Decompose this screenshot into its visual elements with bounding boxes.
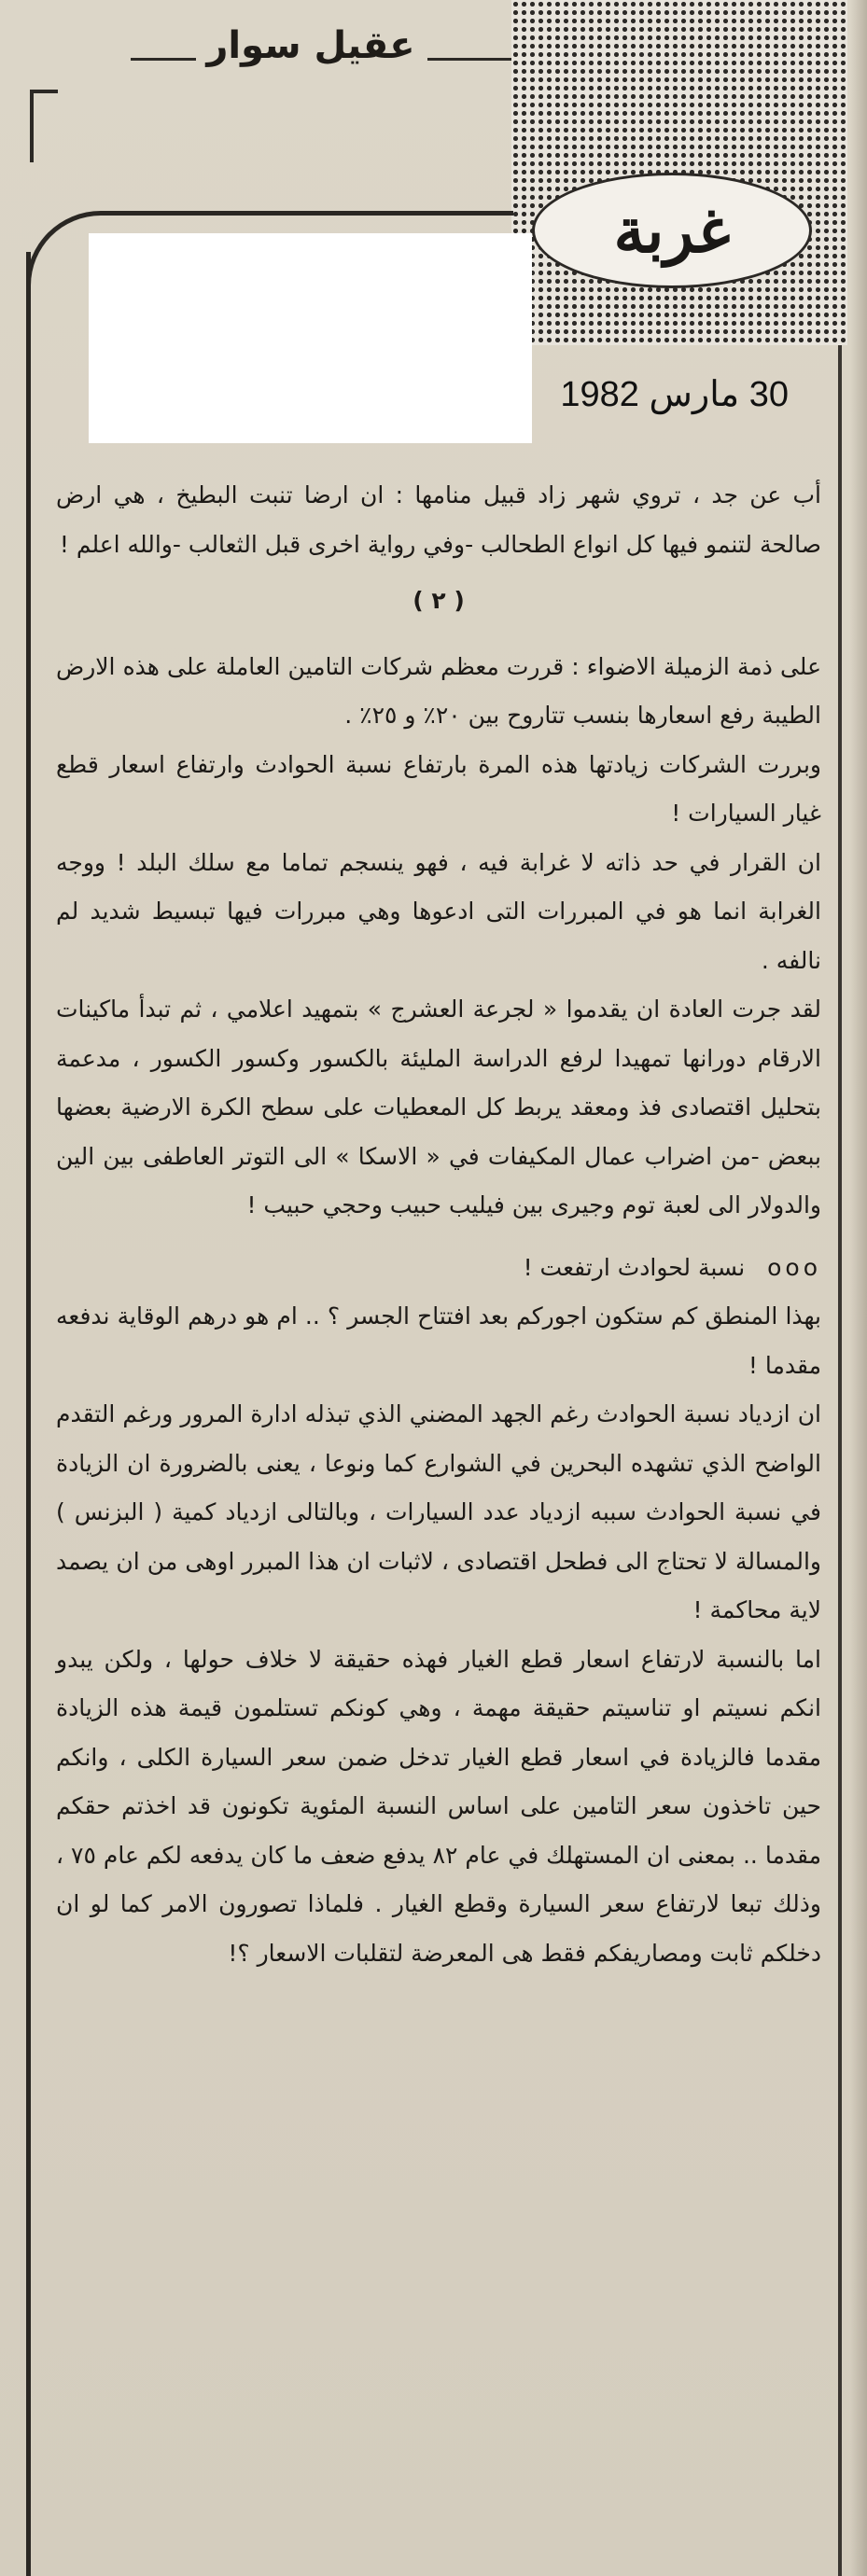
bullet-marker: ooo [767, 1253, 821, 1281]
paragraph-4: لقد جرت العادة ان يقدموا « لجرعة العشرج » بتمهيد اعلامي ، ثم تبدأ ماكينات الارقام دورانها تمهيدا لرفع الدراسة المليئة بالكسور وكسور الكسور ، مدعمة بتحليل اقتصادى فذ ومعقد يربط كل المعطيات على سطح الكرة الارضية بعضها ببعض -من اضراب عمال المكيفات في « الاسكا » الى التوتر العاطفى بين الين والدولار الى لعبة توم وجيرى بين فيليب حبيب وحجي حبيب ! [56, 996, 821, 1218]
corner-mark-horizontal [30, 90, 58, 93]
paragraph-3: ان القرار في حد ذاته لا غرابة فيه ، فهو ينسجم تماما مع سلك البلد ! ووجه الغرابة انما هو في المبررات التى ادعوها وهي مبررات فيها تبسيط شديد لم نالفه . [56, 848, 821, 974]
bullet-heading-line [56, 1244, 821, 1293]
paragraph-2: وبررت الشركات زيادتها هذه المرة بارتفاع نسبة الحوادث وارتفاع اسعار قطع غيار السيارات ! [56, 750, 821, 827]
frame-top-line [112, 211, 513, 216]
redaction-box [89, 233, 532, 443]
column-name: غربة [613, 194, 731, 267]
author-rule-left [131, 58, 196, 61]
bullet-heading: نسبة لحوادث ارتفعت ! [523, 1253, 746, 1281]
article-body [56, 471, 821, 1978]
paragraph-5: بهذا المنطق كم ستكون اجوركم بعد افتتاح الجسر ؟ .. ام هو درهم الوقاية ندفعه مقدما ! [56, 1302, 821, 1379]
article-date: 30 مارس 1982 [560, 375, 789, 414]
corner-mark [30, 90, 34, 162]
author-rule-right [427, 58, 511, 61]
paragraph-1: على ذمة الزميلة الاضواء : قررت معظم شركات التامين العاملة على هذه الارض الطيبة رفع اسعارها بنسب تتاروح بين ٢٠٪ و ٢٥٪ . [56, 652, 821, 729]
column-name-badge [532, 173, 812, 288]
intro-paragraph: أب عن جد ، تروي شهر زاد قبيل منامها : ان ارضا تنبت البطيخ ، هي ارض صالحة لتنمو فيها كل انواع الطحالب -وفي رواية اخرى قبل الثعالب -والله اعلم ! [56, 481, 821, 558]
section-number: ( ٢ ) [413, 587, 465, 614]
frame-left-line [26, 252, 31, 2576]
paragraph-7: اما بالنسبة لارتفاع اسعار قطع الغيار فهذه حقيقة لا خلاف حولها ، ولكن يبدو انكم نسيتم او تناسيتم حقيقة مهمة ، وهي كونكم تستلمون قيمة هذه الزيادة مقدما فالزيادة في اسعار قطع الغيار تدخل ضمن سعر السيارة الكلى ، وانكم حين تاخذون سعر التامين على اساس النسبة المئوية تكونون قد اخذتم حقكم مقدما .. بمعنى ان المستهلك في عام ٨٢ يدفع ضعف ما كان يدفعه لكم عام ٧٥ ، وذلك تبعا لارتفاع سعر السيارة وقطع الغيار . فلماذا تصورون الامر كما لو ان دخلكم ثابت ومصاريفكم فقط هى المعرضة لتقلبات الاسعار ؟! [56, 1645, 821, 1967]
paragraph-6: ان ازدياد نسبة الحوادث رغم الجهد المضني الذي تبذله ادارة المرور ورغم التقدم الواضح الذي تشهده البحرين في الشوارع كما ونوعا ، يعنى بالضرورة ان الزيادة في نسبة الحوادث سببه ازدياد عدد السيارات ، وبالتالى ازدياد كمية ( البزنس ) والمسالة لا تحتاج الى فطحل اقتصادى ، لاثبات ان هذا المبرر اوهى من ان يصمد لاية محاكمة ! [56, 1400, 821, 1623]
author-name: عقيل سوار [206, 24, 415, 67]
frame-right-line [838, 345, 842, 2576]
